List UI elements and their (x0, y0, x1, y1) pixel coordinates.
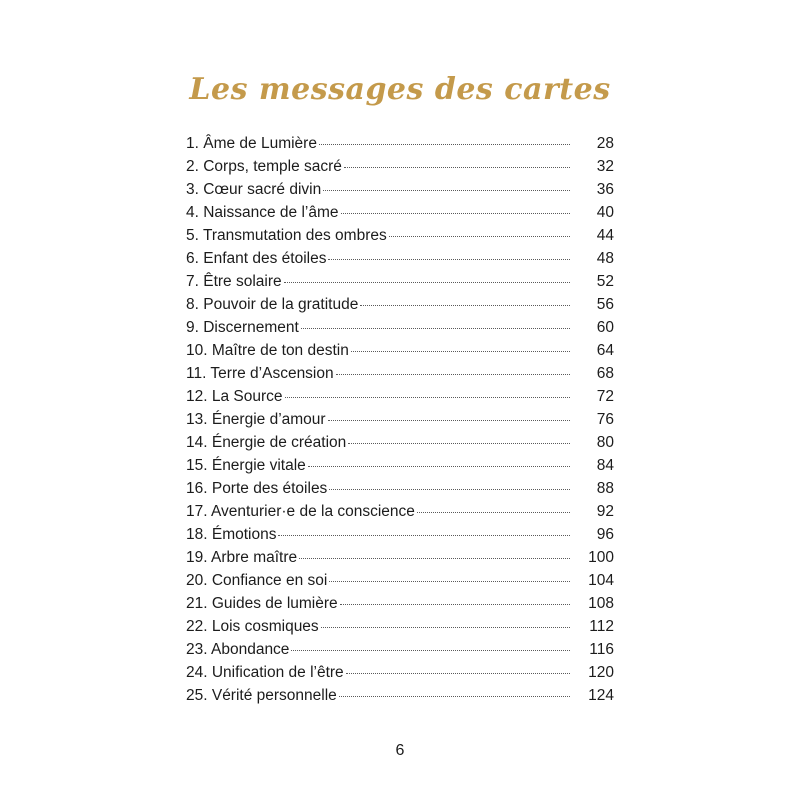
toc-entry (186, 201, 614, 224)
toc-entry-label: 12. La Source (186, 388, 283, 405)
dot-leader (285, 396, 570, 398)
toc-entry-page-number: 76 (596, 411, 614, 428)
toc-entry (186, 247, 614, 270)
toc-entry-label: 17. Aventurier·e de la conscience (186, 503, 415, 520)
toc-entry-label: 14. Énergie de création (186, 434, 347, 451)
toc-entry-label: 2. Corps, temple sacré (186, 158, 342, 175)
toc-entry-page-number: 72 (596, 388, 614, 405)
toc-entry-page-number: 112 (589, 618, 614, 635)
dot-leader (329, 488, 570, 490)
dot-leader (328, 419, 570, 421)
dot-leader (319, 143, 570, 145)
toc-entry (186, 454, 614, 477)
toc-entry-page-number: 88 (596, 480, 614, 497)
toc-entry-label: 11. Terre d’Ascension (186, 365, 334, 382)
dot-leader (360, 304, 570, 306)
toc-entry-page-number: 104 (588, 572, 614, 589)
toc-entry (186, 339, 614, 362)
toc-entry (186, 569, 614, 592)
page-title: Les messages des cartes (189, 72, 611, 107)
toc-entry-label: 6. Enfant des étoiles (186, 250, 327, 267)
page-number: 6 (395, 742, 405, 759)
toc-entry-label: 8. Pouvoir de la gratitude (186, 296, 359, 313)
toc-entry-page-number: 28 (596, 135, 614, 152)
toc-entry-page-number: 80 (596, 434, 614, 451)
toc-entry-page-number: 32 (596, 158, 614, 175)
toc-entry-label: 9. Discernement (186, 319, 299, 336)
toc-entry-page-number: 36 (596, 181, 614, 198)
toc-entry-label: 7. Être solaire (186, 273, 282, 290)
dot-leader (336, 373, 570, 375)
toc-entry (186, 224, 614, 247)
toc-entry-label: 19. Arbre maître (186, 549, 298, 566)
toc-entry-label: 15. Énergie vitale (186, 457, 306, 474)
toc-entry-label: 20. Confiance en soi (186, 572, 328, 589)
dot-leader (341, 212, 571, 214)
toc-entry (186, 270, 614, 293)
toc-entry-page-number: 52 (596, 273, 614, 290)
toc-entry (186, 431, 614, 454)
toc-entry (186, 661, 614, 684)
toc-entry-page-number: 64 (596, 342, 614, 359)
toc-entry-label: 18. Émotions (186, 526, 277, 543)
toc-entry-label: 3. Cœur sacré divin (186, 181, 322, 198)
dot-leader (284, 281, 570, 283)
dot-leader (344, 166, 570, 168)
dot-leader (323, 189, 570, 191)
toc-entry (186, 178, 614, 201)
dot-leader (389, 235, 570, 237)
toc-entry (186, 684, 614, 707)
toc-entry-label: 25. Vérité personnelle (186, 687, 337, 704)
toc-entry-page-number: 84 (596, 457, 614, 474)
toc-entry (186, 385, 614, 408)
toc-entry-page-number: 120 (588, 664, 614, 681)
toc-entry (186, 592, 614, 615)
toc-entry (186, 316, 614, 339)
toc-entry-page-number: 40 (596, 204, 614, 221)
dot-leader (299, 557, 570, 559)
dot-leader (308, 465, 570, 467)
toc-entry-label: 24. Unification de l’être (186, 664, 344, 681)
toc-entry (186, 615, 614, 638)
dot-leader (351, 350, 570, 352)
dot-leader (278, 534, 570, 536)
toc-entry (186, 132, 614, 155)
toc-entry-label: 5. Transmutation des ombres (186, 227, 387, 244)
toc-entry-label: 22. Lois cosmiques (186, 618, 319, 635)
dot-leader (329, 580, 570, 582)
toc-entry-page-number: 116 (589, 641, 614, 658)
dot-leader (339, 695, 570, 697)
toc-entry-page-number: 92 (596, 503, 614, 520)
dot-leader (291, 649, 570, 651)
dot-leader (417, 511, 570, 513)
toc-entry (186, 546, 614, 569)
toc-entry-page-number: 60 (596, 319, 614, 336)
toc-entry-label: 13. Énergie d’amour (186, 411, 326, 428)
dot-leader (328, 258, 570, 260)
toc-entry-label: 21. Guides de lumière (186, 595, 338, 612)
toc-entry (186, 500, 614, 523)
toc-entry (186, 408, 614, 431)
dot-leader (348, 442, 570, 444)
dot-leader (340, 603, 570, 605)
toc-entry (186, 293, 614, 316)
toc-entry-page-number: 68 (596, 365, 614, 382)
toc-entry-page-number: 48 (596, 250, 614, 267)
toc-entry-label: 1. Âme de Lumière (186, 135, 317, 152)
toc-entry-label: 23. Abondance (186, 641, 290, 658)
toc-entry-label: 10. Maître de ton destin (186, 342, 349, 359)
toc-entry (186, 477, 614, 500)
dot-leader (321, 626, 570, 628)
dot-leader (346, 672, 570, 674)
toc-entry (186, 362, 614, 385)
table-of-contents (186, 132, 614, 707)
toc-entry-label: 4. Naissance de l’âme (186, 204, 339, 221)
toc-entry (186, 638, 614, 661)
toc-entry-page-number: 56 (596, 296, 614, 313)
dot-leader (301, 327, 570, 329)
toc-entry-page-number: 44 (596, 227, 614, 244)
toc-entry (186, 523, 614, 546)
toc-entry-label: 16. Porte des étoiles (186, 480, 328, 497)
toc-entry (186, 155, 614, 178)
toc-entry-page-number: 100 (588, 549, 614, 566)
toc-entry-page-number: 124 (588, 687, 614, 704)
toc-entry-page-number: 108 (588, 595, 614, 612)
toc-entry-page-number: 96 (596, 526, 614, 543)
